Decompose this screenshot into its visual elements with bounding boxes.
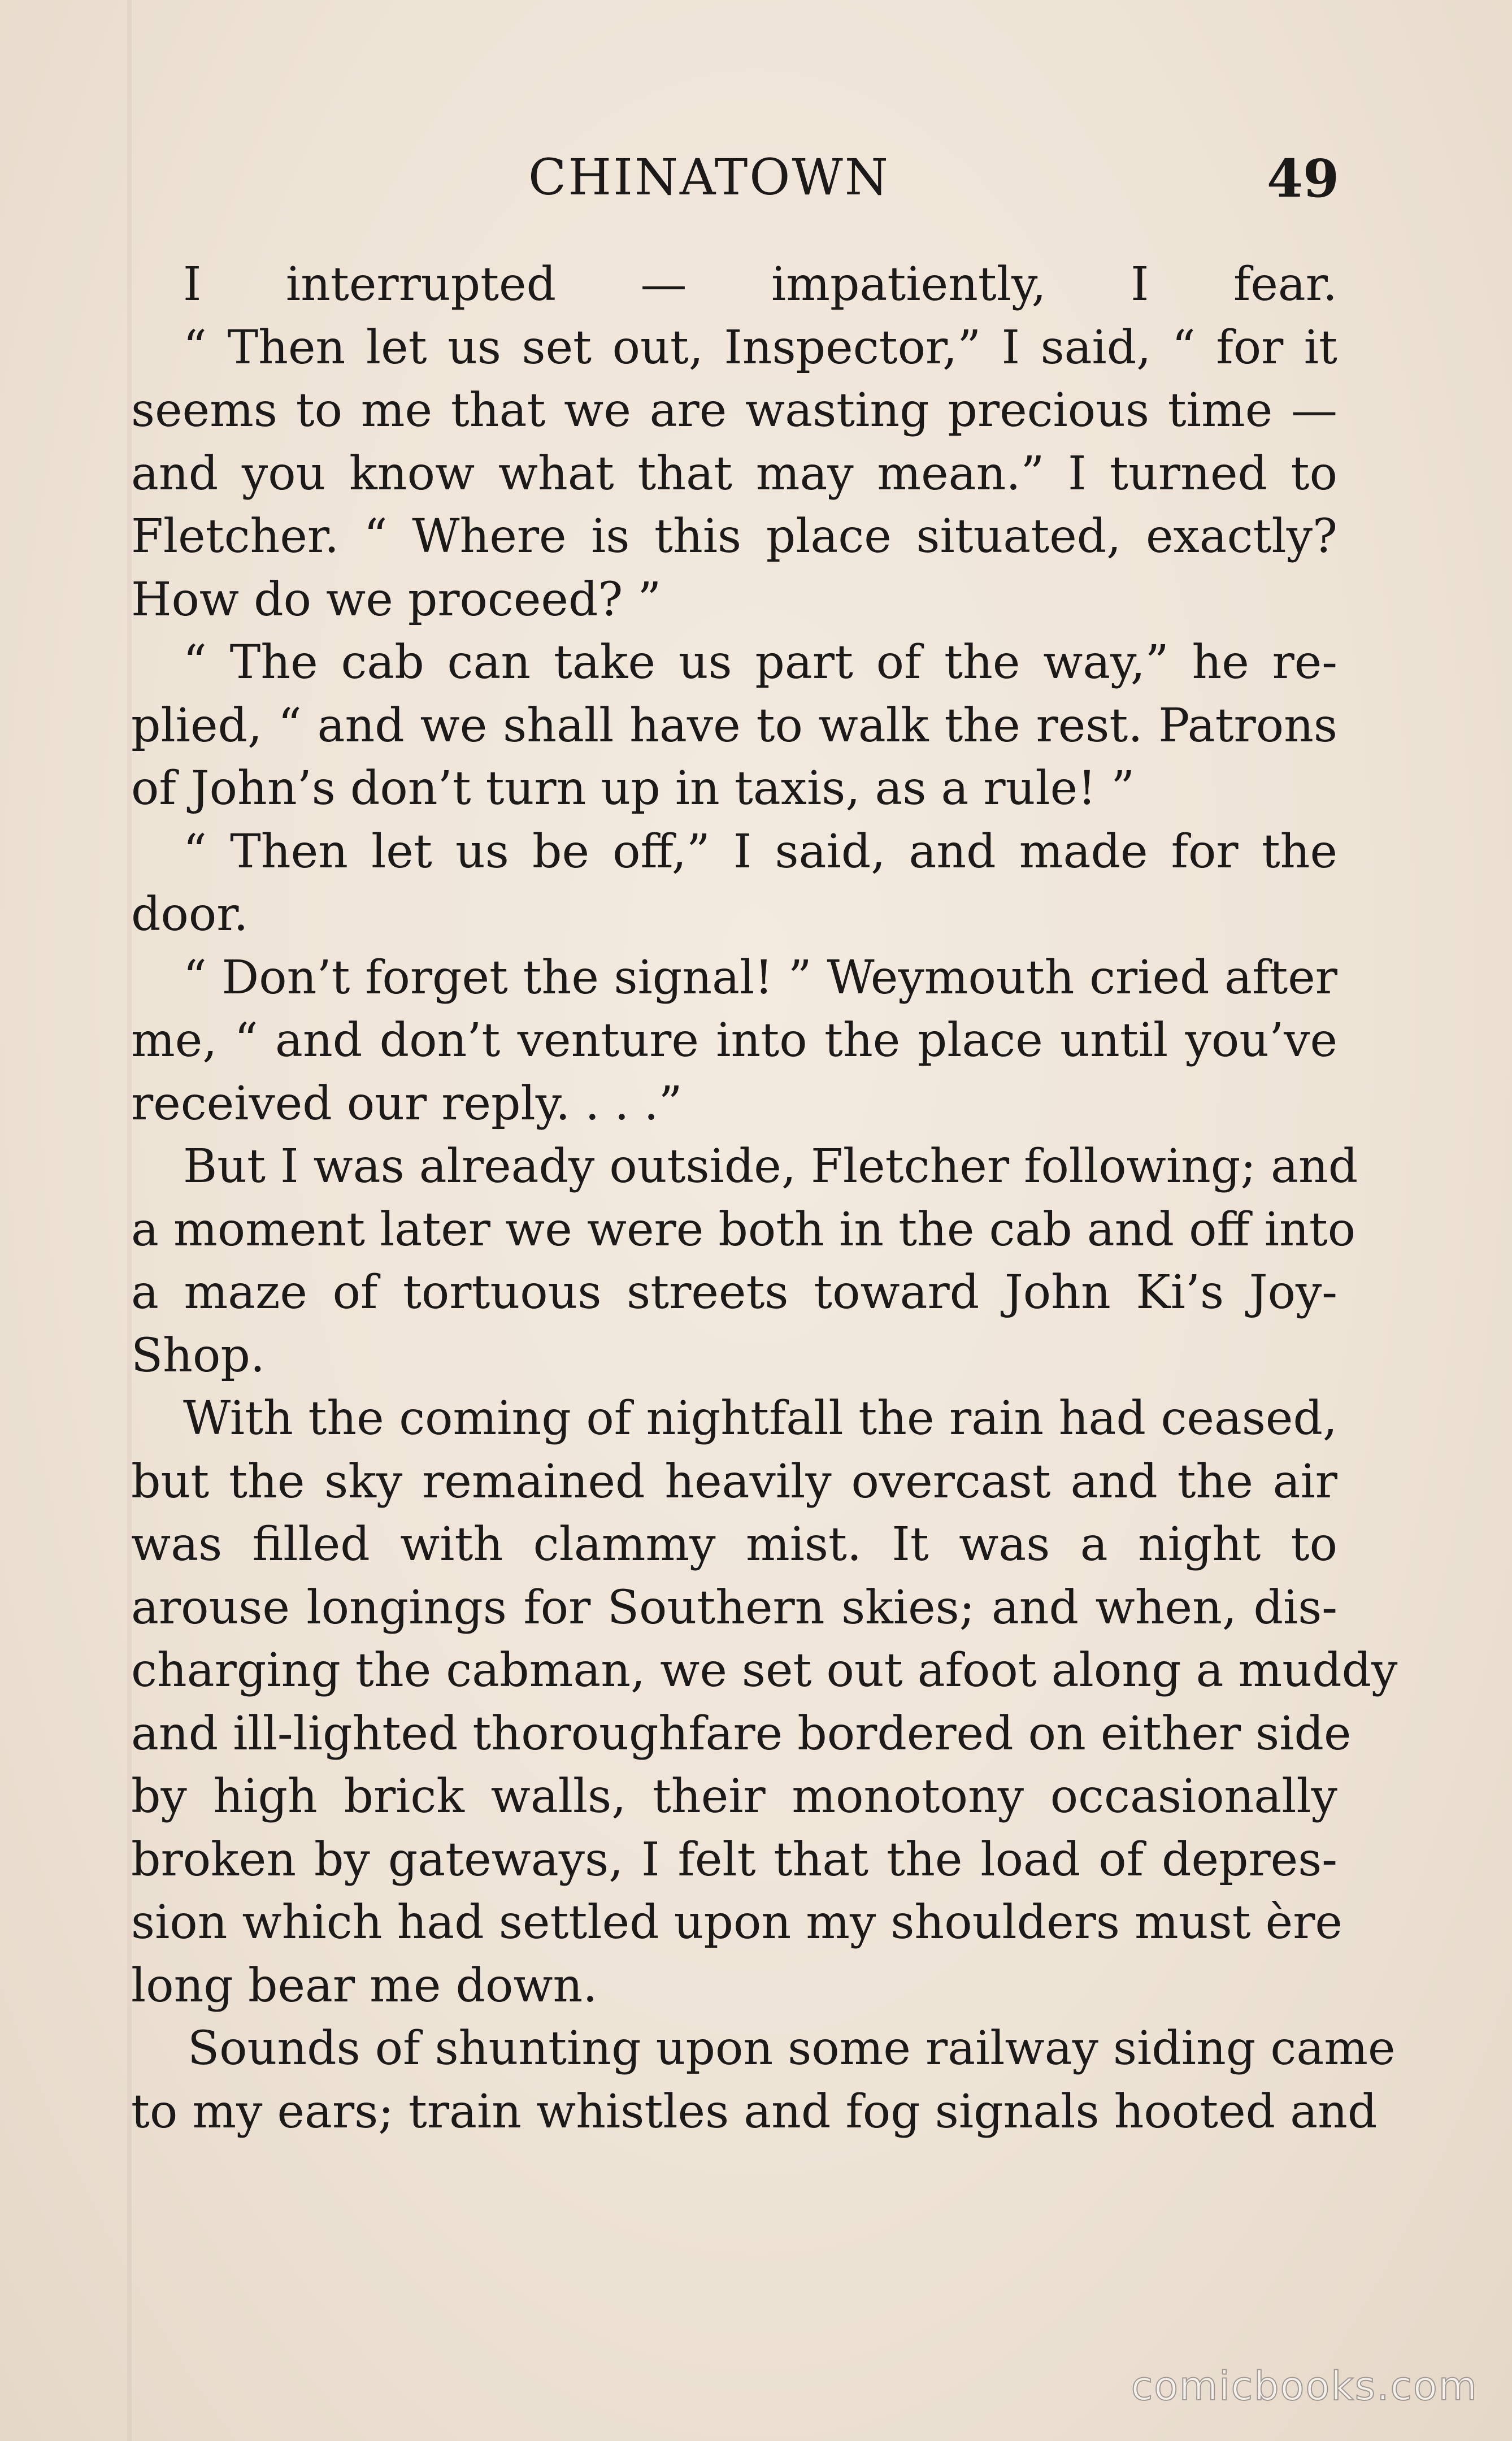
- text-line: a maze of tortuous streets toward John Ki’s Joy-: [131, 1266, 1337, 1319]
- text-line: How do we proceed? ”: [131, 572, 662, 627]
- text-line: “ The cab can take us part of the way,” he re-: [183, 636, 1337, 689]
- text-line: Shop.: [131, 1328, 265, 1383]
- site-watermark: comicbooks.com: [1131, 2363, 1478, 2409]
- text-line: charging the cabman, we set out afoot along a muddy: [131, 1644, 1398, 1697]
- text-line: a moment later we were both in the cab and off into: [131, 1202, 1356, 1257]
- text-line: and you know what that may mean.” I turned to: [131, 446, 1337, 501]
- text-line: “ Then let us be off,” I said, and made for the: [183, 824, 1337, 879]
- text-line: plied, “ and we shall have to walk the rest. Patrons: [131, 698, 1337, 753]
- text-line: by high brick walls, their monotony occasionally: [131, 1770, 1337, 1823]
- text-line: Sounds of shunting upon some railway siding came: [188, 2022, 1396, 2075]
- text-line: received our reply. . . .”: [131, 1076, 683, 1131]
- text-line: sion which had settled upon my shoulders must ère: [131, 1896, 1342, 1949]
- text-line: to my ears; train whistles and fog signals hooted and: [131, 2084, 1378, 2139]
- running-title: CHINATOWN: [528, 148, 890, 206]
- text-line: but the sky remained heavily overcast and the air: [131, 1454, 1337, 1509]
- text-line: long bear me down.: [131, 1958, 598, 2013]
- text-line: of John’s don’t turn up in taxis, as a rule! ”: [131, 762, 1135, 815]
- text-line: “ Then let us set out, Inspector,” I said, “ for it: [183, 320, 1337, 375]
- body-text: [131, 253, 1398, 2143]
- page-header: [0, 148, 1512, 216]
- text-line: broken by gateways, I felt that the load of depres-: [131, 1832, 1337, 1887]
- text-line: I interrupted — impatiently, I fear.: [183, 258, 1337, 311]
- page-number: 49: [1267, 148, 1340, 209]
- text-line: But I was already outside, Fletcher following; and: [183, 1140, 1358, 1193]
- text-line: and ill-lighted thoroughfare bordered on either side: [131, 1706, 1352, 1761]
- text-line: door.: [131, 888, 249, 941]
- text-line: me, “ and don’t venture into the place until you’ve: [131, 1014, 1337, 1067]
- text-line: Fletcher. “ Where is this place situated, exactly?: [131, 510, 1337, 563]
- text-line: “ Don’t forget the signal! ” Weymouth cried after: [183, 950, 1337, 1005]
- text-line: With the coming of nightfall the rain had ceased,: [183, 1392, 1337, 1445]
- text-line: seems to me that we are wasting precious time —: [131, 384, 1337, 437]
- text-line: arouse longings for Southern skies; and when, dis-: [131, 1580, 1337, 1635]
- text-line: was filled with clammy mist. It was a night to: [131, 1518, 1337, 1571]
